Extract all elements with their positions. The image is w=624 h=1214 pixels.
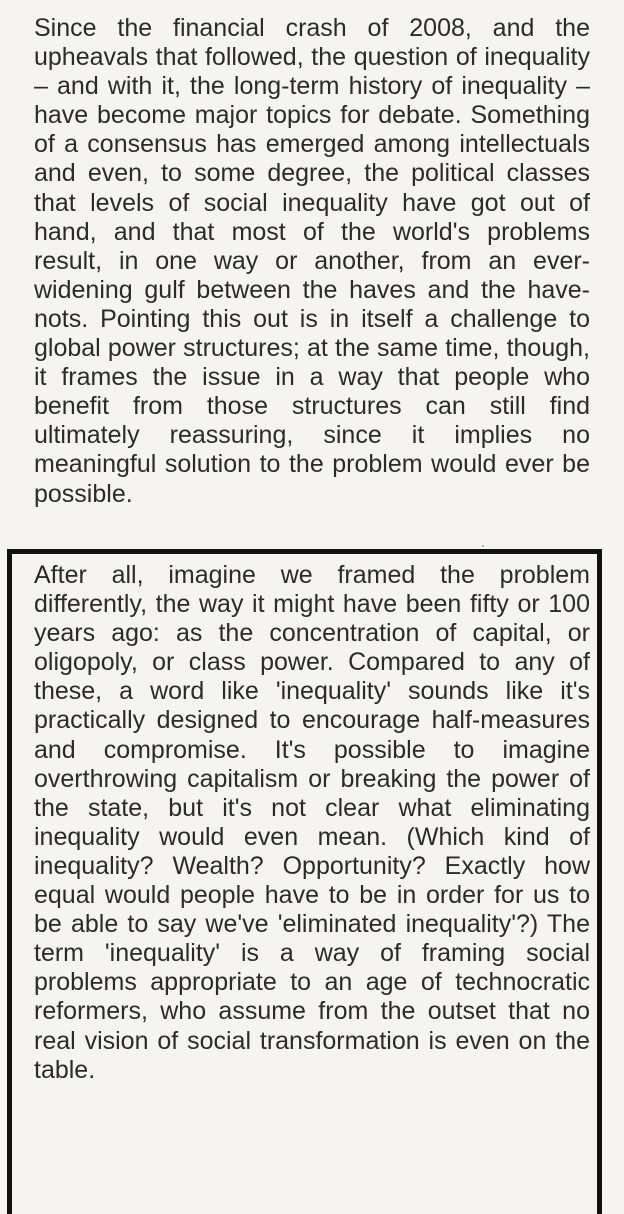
paragraph-framed: After all, imagine we framed the problem differently, the way it might have been fifty or 100 years ago: as the concentration of capital, or oligopoly, or class power. Compared to any of these, a word like 'inequality' sounds like it's practically designed to encourage half-measures and compromise. It's possible to imagine overthrowing capitalism or breaking the power of the state, but it's not clear what eliminating inequality would even mean. (Which kind of inequality? Wealth? Opportunity? Exactly how equal would people have to be in order for us to be able to say we've 'eliminated inequality'?) The term 'inequality' is a way of framing social problems appropriate to an age of technocratic reformers, who assume from the outset that no real vision of social transformation is even on the table. — [34, 561, 590, 1084]
highlighted-passage-frame — [7, 549, 602, 1214]
paragraph-intro: Since the financial crash of 2008, and the upheavals that followed, the question of inequality – and with it, the long-term history of inequality – have become major topics for debate. Something of a consensus has emerged among intellectuals and even, to some degree, the political classes that levels of social inequality have got out of hand, and that most of the world's problems result, in one way or another, from an ever-widening gulf between the haves and the have-nots. Pointing this out is in itself a challenge to global power structures; at the same time, though, it frames the issue in a way that people who benefit from those structures can still find ultimately reassuring, since it implies no meaningful solution to the problem would ever be possible. — [34, 14, 590, 508]
scan-speck — [482, 545, 484, 547]
